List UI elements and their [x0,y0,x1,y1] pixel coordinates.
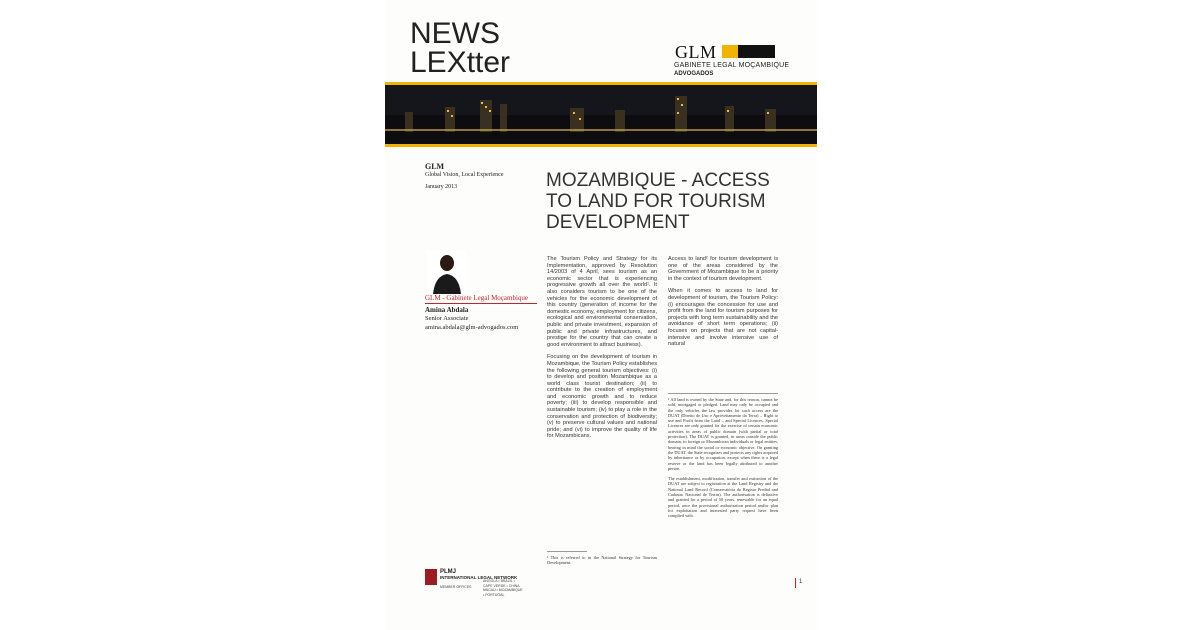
author-name: Amina Abdala [425,306,469,314]
logo-black-bar [738,45,775,58]
article-column-2 [668,256,778,354]
author-firm: GLM - Gabinete Legal Moçambique [425,294,529,302]
paragraph: Focusing on the development of tourism in Mozambique, the Tourism Policy establishes the following general tourism objectives: (i) to develop and position Mozambique as a world class tourist destination; (ii) to contribute to the creation of employment and economic growth and to reduce poverty; (iii) to develop responsible and sustainable tourism; (iv) to play a role in the conservation and protection of biodiversity; (v) to preserve cultural values and national pride; and (vi) to improve the quality of life for Mozambicans. [547,354,657,440]
author-divider [425,303,537,304]
plmj-name: PLMJ INTERNATIONAL LEGAL NETWORK [440,569,518,580]
footnote-rule [668,393,778,394]
member-countries: ANGOLA • BRAZIL • CAPE VERDE • CHINA MACAU • MOZAMBIQUE • PORTUGAL [483,579,523,597]
firm-subtitle: ADVOGADOS [674,71,714,77]
footnote-1: ¹ This is referred to in the National Strategy for Tourism Development. [547,555,657,566]
page-number: 1 [799,579,803,585]
glm-logo: GLM [675,42,717,62]
plmj-logo-icon [425,569,437,585]
paragraph: When it comes to access to land for development of tourism, the Tourism Policy: (i) encourages the concession for use and profit from the land for tourism purposes for projects with long term sustainability and the avoidance of short term operations; (ii) focuses on projects that are not capital-intensive and involve intensive use of natural [668,288,778,348]
author-photo [427,250,467,294]
masthead-news: NEWS [410,17,500,50]
article-title: MOZAMBIQUE - ACCESS TO LAND FOR TOURISM DEVELOPMENT [546,170,770,233]
newsletter-page [385,0,817,630]
issue-date: January 2013 [425,184,458,190]
sidebar-firm: GLM [425,162,445,171]
firm-name: GABINETE LEGAL MOÇAMBIQUE [674,62,790,69]
article-column-1 [547,256,657,446]
page-number-bar [795,578,796,588]
footnote-2 [668,397,778,524]
author-email[interactable]: amina.abdala@glm-advogados.com [425,324,519,331]
footnote-paragraph: ² All land is owned by the State and, for this reason, cannot be sold, mortgaged or pledged. Land may only be occupied and the only vehicles the law provides for such access are the DUAT (Direito de Uso e Aproveitamento da Terra) – Right to use and Profit from the Land – and Special Licences. Special Licences are only granted for the exercise of certain economic activities in areas of public domain (with partial or total protection). The DUAT is granted, in areas outside the public domain, to foreign or Mozambican individuals or legal entities, bearing in mind the social or economic objective. On granting the DUAT, the State recognizes and protects any rights acquired by inheritance or by occupation, except when there is a legal reserve or the land has been legally attributed to another person. [668,397,778,471]
footnote-rule [547,551,587,552]
author-role: Senior Associate [425,315,469,322]
sidebar-tagline: Global Vision, Local Experience [425,172,504,178]
logo-yellow-bar [722,45,738,58]
masthead-lextter: LEXtter [410,46,511,79]
member-offices: MEMBER OFFICES [440,585,472,589]
city-skyline-banner [385,82,817,147]
paragraph: The Tourism Policy and Strategy for its Implementation, approved by Resolution 14/2003 of 4 April, sees tourism as an economic sector that is experiencing progressive growth all over the world¹. It also considers tourism to be one of the vehicles for the economic development of this country (generation of income for the domestic economy, employment for citizens, ecological and environmental conservation, public and private investment, expansion of public and private infrastructures, and prestige for the country that can create a good environment to attract business). [547,256,657,348]
footnote-paragraph: The establishment, modification, transfer and extinction of the DUAT are subject to registration at the Land Registry and the National Land Record (Conservatória do Registo Predial and Cadastro Nacional de Terras). The authorisation is definitive and granted for a period of 50 years, renewable for an equal period, once the provisional authorisation period and/or plan for exploitation and interested party request have been complied with. [668,476,778,519]
paragraph: Access to land² for tourism development is one of the areas considered by the Government of Mozambique to be a priority in the context of tourism development. [668,256,778,282]
